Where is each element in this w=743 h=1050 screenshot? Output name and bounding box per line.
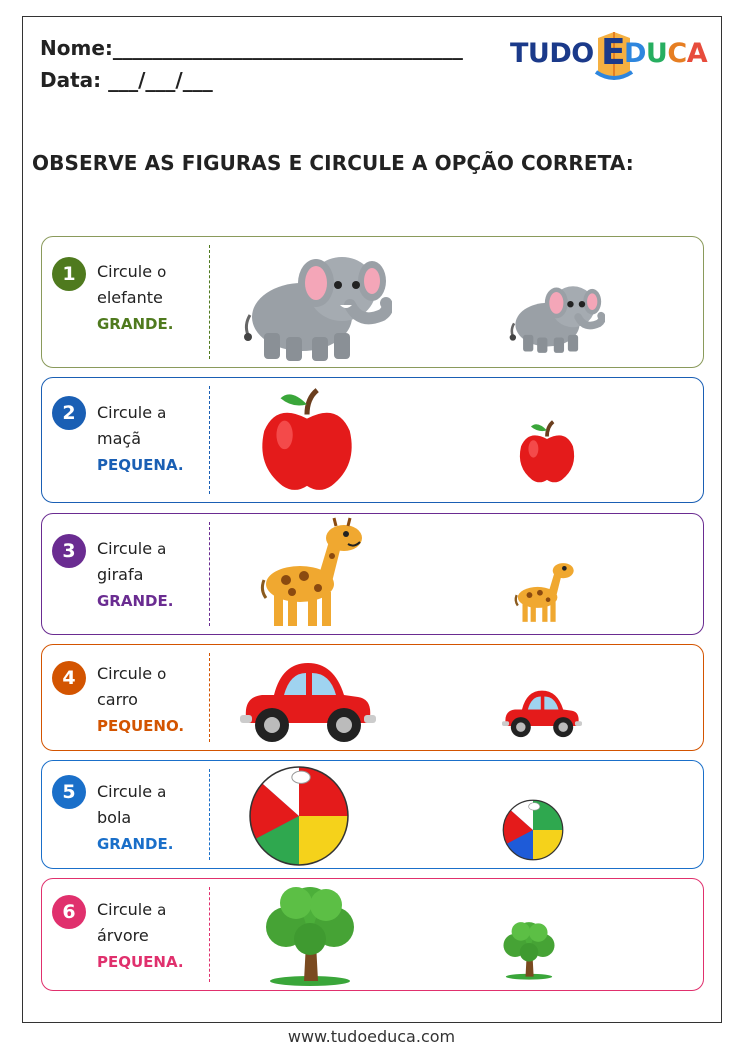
question-emphasis: PEQUENA. bbox=[97, 953, 184, 971]
question-object: árvore bbox=[97, 926, 149, 945]
dashed-divider bbox=[209, 522, 210, 626]
question-text bbox=[97, 779, 173, 857]
date-label: Data: bbox=[40, 68, 102, 92]
date-blanks: ___/___/___ bbox=[108, 68, 213, 92]
name-label: Nome: bbox=[40, 36, 113, 60]
question-article: o bbox=[157, 665, 167, 683]
question-number-badge: 2 bbox=[52, 396, 86, 430]
name-field[interactable] bbox=[40, 36, 463, 60]
elephant-small-icon[interactable] bbox=[509, 275, 605, 359]
dashed-divider bbox=[209, 653, 210, 742]
logo-e: E bbox=[601, 32, 626, 73]
question-number-badge: 1 bbox=[52, 257, 86, 291]
question-card-1 bbox=[41, 236, 704, 368]
date-field[interactable] bbox=[40, 68, 213, 92]
ball-small-icon[interactable] bbox=[502, 799, 564, 861]
logo-duca bbox=[624, 38, 707, 69]
tree-small-icon[interactable] bbox=[500, 917, 558, 983]
question-object: carro bbox=[97, 690, 138, 709]
question-text bbox=[97, 897, 184, 975]
question-number-badge: 3 bbox=[52, 534, 86, 568]
name-line: ___________________________________ bbox=[112, 36, 463, 60]
dashed-divider bbox=[209, 245, 210, 359]
question-text bbox=[97, 400, 184, 478]
apple-big-icon[interactable] bbox=[256, 384, 358, 496]
question-number-badge: 5 bbox=[52, 775, 86, 809]
dashed-divider bbox=[209, 386, 210, 494]
logo-tudo: TUDO bbox=[510, 38, 594, 69]
question-emphasis: PEQUENO. bbox=[97, 717, 185, 735]
question-text bbox=[97, 259, 173, 337]
logo-letter-d: D bbox=[624, 38, 646, 69]
question-number-badge: 6 bbox=[52, 895, 86, 929]
question-article: a bbox=[157, 783, 167, 801]
question-card-5 bbox=[41, 760, 704, 869]
question-card-2 bbox=[41, 377, 704, 503]
question-verb: Circule bbox=[97, 262, 153, 281]
question-object: elefante bbox=[97, 288, 163, 307]
question-article: o bbox=[157, 263, 167, 281]
instruction-title: OBSERVE AS FIGURAS E CIRCULE A OPÇÃO CORRETA: bbox=[32, 151, 634, 175]
question-card-3 bbox=[41, 513, 704, 635]
car-small-icon[interactable] bbox=[502, 687, 582, 739]
question-object: bola bbox=[97, 808, 132, 827]
dashed-divider bbox=[209, 769, 210, 860]
question-text bbox=[97, 536, 173, 614]
question-object: girafa bbox=[97, 565, 144, 584]
question-verb: Circule bbox=[97, 539, 153, 558]
footer-website: www.tudoeduca.com bbox=[287, 1027, 456, 1046]
question-emphasis: PEQUENA. bbox=[97, 456, 184, 474]
ball-big-icon[interactable] bbox=[248, 765, 350, 867]
question-article: a bbox=[157, 404, 167, 422]
question-object: maçã bbox=[97, 429, 141, 448]
logo-letter-u: U bbox=[645, 38, 668, 69]
question-emphasis: GRANDE. bbox=[97, 835, 174, 853]
question-verb: Circule bbox=[97, 782, 153, 801]
giraffe-big-icon[interactable] bbox=[256, 516, 366, 630]
tudoeduca-logo bbox=[510, 30, 720, 82]
question-text bbox=[97, 661, 184, 739]
question-verb: Circule bbox=[97, 403, 153, 422]
question-number-badge: 4 bbox=[52, 661, 86, 695]
question-verb: Circule bbox=[97, 900, 153, 919]
tree-big-icon[interactable] bbox=[260, 883, 360, 987]
logo-letter-a: A bbox=[686, 38, 708, 69]
dashed-divider bbox=[209, 887, 210, 982]
question-article: a bbox=[157, 901, 167, 919]
giraffe-small-icon[interactable] bbox=[512, 554, 576, 628]
question-emphasis: GRANDE. bbox=[97, 592, 174, 610]
elephant-big-icon[interactable] bbox=[242, 245, 392, 365]
question-emphasis: GRANDE. bbox=[97, 315, 174, 333]
logo-letter-c: C bbox=[667, 38, 687, 69]
apple-small-icon[interactable] bbox=[516, 418, 578, 486]
question-article: a bbox=[157, 540, 167, 558]
car-big-icon[interactable] bbox=[240, 657, 376, 745]
question-card-4 bbox=[41, 644, 704, 751]
question-verb: Circule bbox=[97, 664, 153, 683]
question-card-6 bbox=[41, 878, 704, 991]
